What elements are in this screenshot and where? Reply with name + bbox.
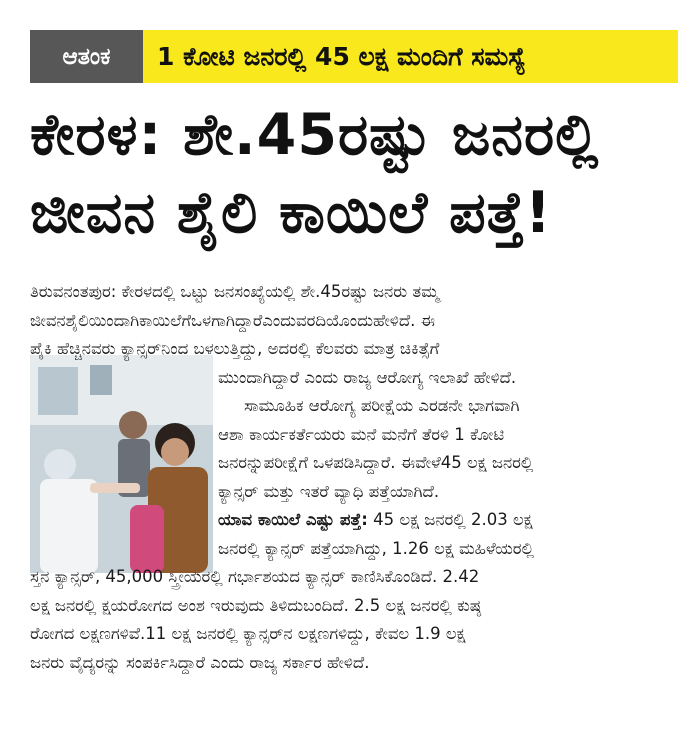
headline-line-1: ಕೇರಳ: ಶೇ.45ರಷ್ಟು ಜನರಲ್ಲಿ xyxy=(30,102,600,168)
article-line: ಪೈಕಿ ಹೆಚ್ಚಿನವರು ಕ್ಯಾನ್ಸರ್‌ನಿಂದ ಬಳಲುತ್ತಿದ್ದು, ಅದರಲ್ಲಿ ಕೆಲವರು ಮಾತ್ರ ಚಿಕಿತ್ಸೆಗೆ xyxy=(30,339,440,358)
article-line: ಜನರನ್ನುಪರೀಕ್ಷೆಗೆ ಒಳಪಡಿಸಿದ್ದಾರೆ. ಈವೇಳೆ45 ಲಕ್ಷ ಜನರಲ್ಲಿ xyxy=(218,453,534,472)
article-line: ಆಶಾ ಕಾರ್ಯಕರ್ತೆಯರು ಮನೆ ಮನೆಗೆ ತೆರಳಿ 1 ಕೋಟಿ xyxy=(218,424,505,444)
subhead-rest: 45 ಲಕ್ಷ ಜನರಲ್ಲಿ 2.03 ಲಕ್ಷ xyxy=(367,510,533,529)
article-body xyxy=(30,278,678,677)
kicker-bar xyxy=(30,30,678,83)
article-line: ಜೀವನಶೈಲಿಯಿಂದಾಗಿಕಾಯಿಲೆಗೆಒಳಗಾಗಿದ್ದಾರೆಎಂದುವರದಿಯೊಂದುಹೇಳಿದೆ. ಈ xyxy=(30,310,435,330)
article-line: ಜನರಲ್ಲಿ ಕ್ಯಾನ್ಸರ್ ಪತ್ತೆಯಾಗಿದ್ದು, 1.26 ಲಕ್ಷ ಮಹಿಳೆಯರಲ್ಲಿ xyxy=(218,538,534,558)
article-line: ರೋಗದ ಲಕ್ಷಣಗಳಿವೆ.11 ಲಕ್ಷ ಜನರಲ್ಲಿ ಕ್ಯಾನ್ಸರ್‌ನ ಲಕ್ಷಣಗಳಿದ್ದು, ಕೇವಲ 1.9 ಲಕ್ಷ xyxy=(30,624,466,643)
kicker-tag: ಆತಂಕ xyxy=(30,30,143,83)
headline xyxy=(30,96,678,252)
subhead: ಯಾವ ಕಾಯಿಲೆ ಎಷ್ಟು ಪತ್ತೆ: xyxy=(218,510,368,529)
article-line: ಸಾಮೂಹಿಕ ಆರೋಗ್ಯ ಪರೀಕ್ಷೆಯ ಎರಡನೇ ಭಾಗವಾಗಿ xyxy=(244,396,520,415)
subhead-line xyxy=(30,506,678,535)
article-line: ಕ್ಯಾನ್ಸರ್ ಮತ್ತು ಇತರೆ ವ್ಯಾಧಿ ಪತ್ತೆಯಾಗಿದೆ. xyxy=(218,481,440,501)
article-line: ಸ್ತನ ಕ್ಯಾನ್ಸರ್, 45,000 ಸ್ತ್ರೀಯರಲ್ಲಿ ಗರ್ಭಾಶಯದ ಕ್ಯಾನ್ಸರ್ ಕಾಣಿಸಿಕೊಂಡಿದೆ. 2.42 xyxy=(30,567,480,586)
article-line: ತಿರುವನಂತಪುರ: ಕೇರಳದಲ್ಲಿ ಒಟ್ಟು ಜನಸಂಖ್ಯೆಯಲ್ಲಿ ಶೇ.45ರಷ್ಟು ಜನರು ತಮ್ಮ xyxy=(30,282,440,301)
article-line: ಲಕ್ಷ ಜನರಲ್ಲಿ ಕ್ಷಯರೋಗದ ಅಂಶ ಇರುವುದು ತಿಳಿದುಬಂದಿದೆ. 2.5 ಲಕ್ಷ ಜನರಲ್ಲಿ ಕುಷ್ಠ xyxy=(30,595,482,615)
article-line: ಮುಂದಾಗಿದ್ದಾರೆ ಎಂದು ರಾಜ್ಯ ಆರೋಗ್ಯ ಇಲಾಖೆ ಹೇಳಿದೆ. xyxy=(218,367,517,387)
kicker-text: 1 ಕೋಟಿ ಜನರಲ್ಲಿ 45 ಲಕ್ಷ ಮಂದಿಗೆ ಸಮಸ್ಯೆ xyxy=(143,30,678,83)
headline-line-2: ಜೀವನ ಶೈಲಿ ಕಾಯಿಲೆ ಪತ್ತೆ! xyxy=(30,180,553,246)
article-line: ಜನರು ವೈದ್ಯರನ್ನು ಸಂಪರ್ಕಿಸಿದ್ದಾರೆ ಎಂದು ರಾಜ್ಯ ಸರ್ಕಾರ ಹೇಳಿದೆ. xyxy=(30,652,370,672)
